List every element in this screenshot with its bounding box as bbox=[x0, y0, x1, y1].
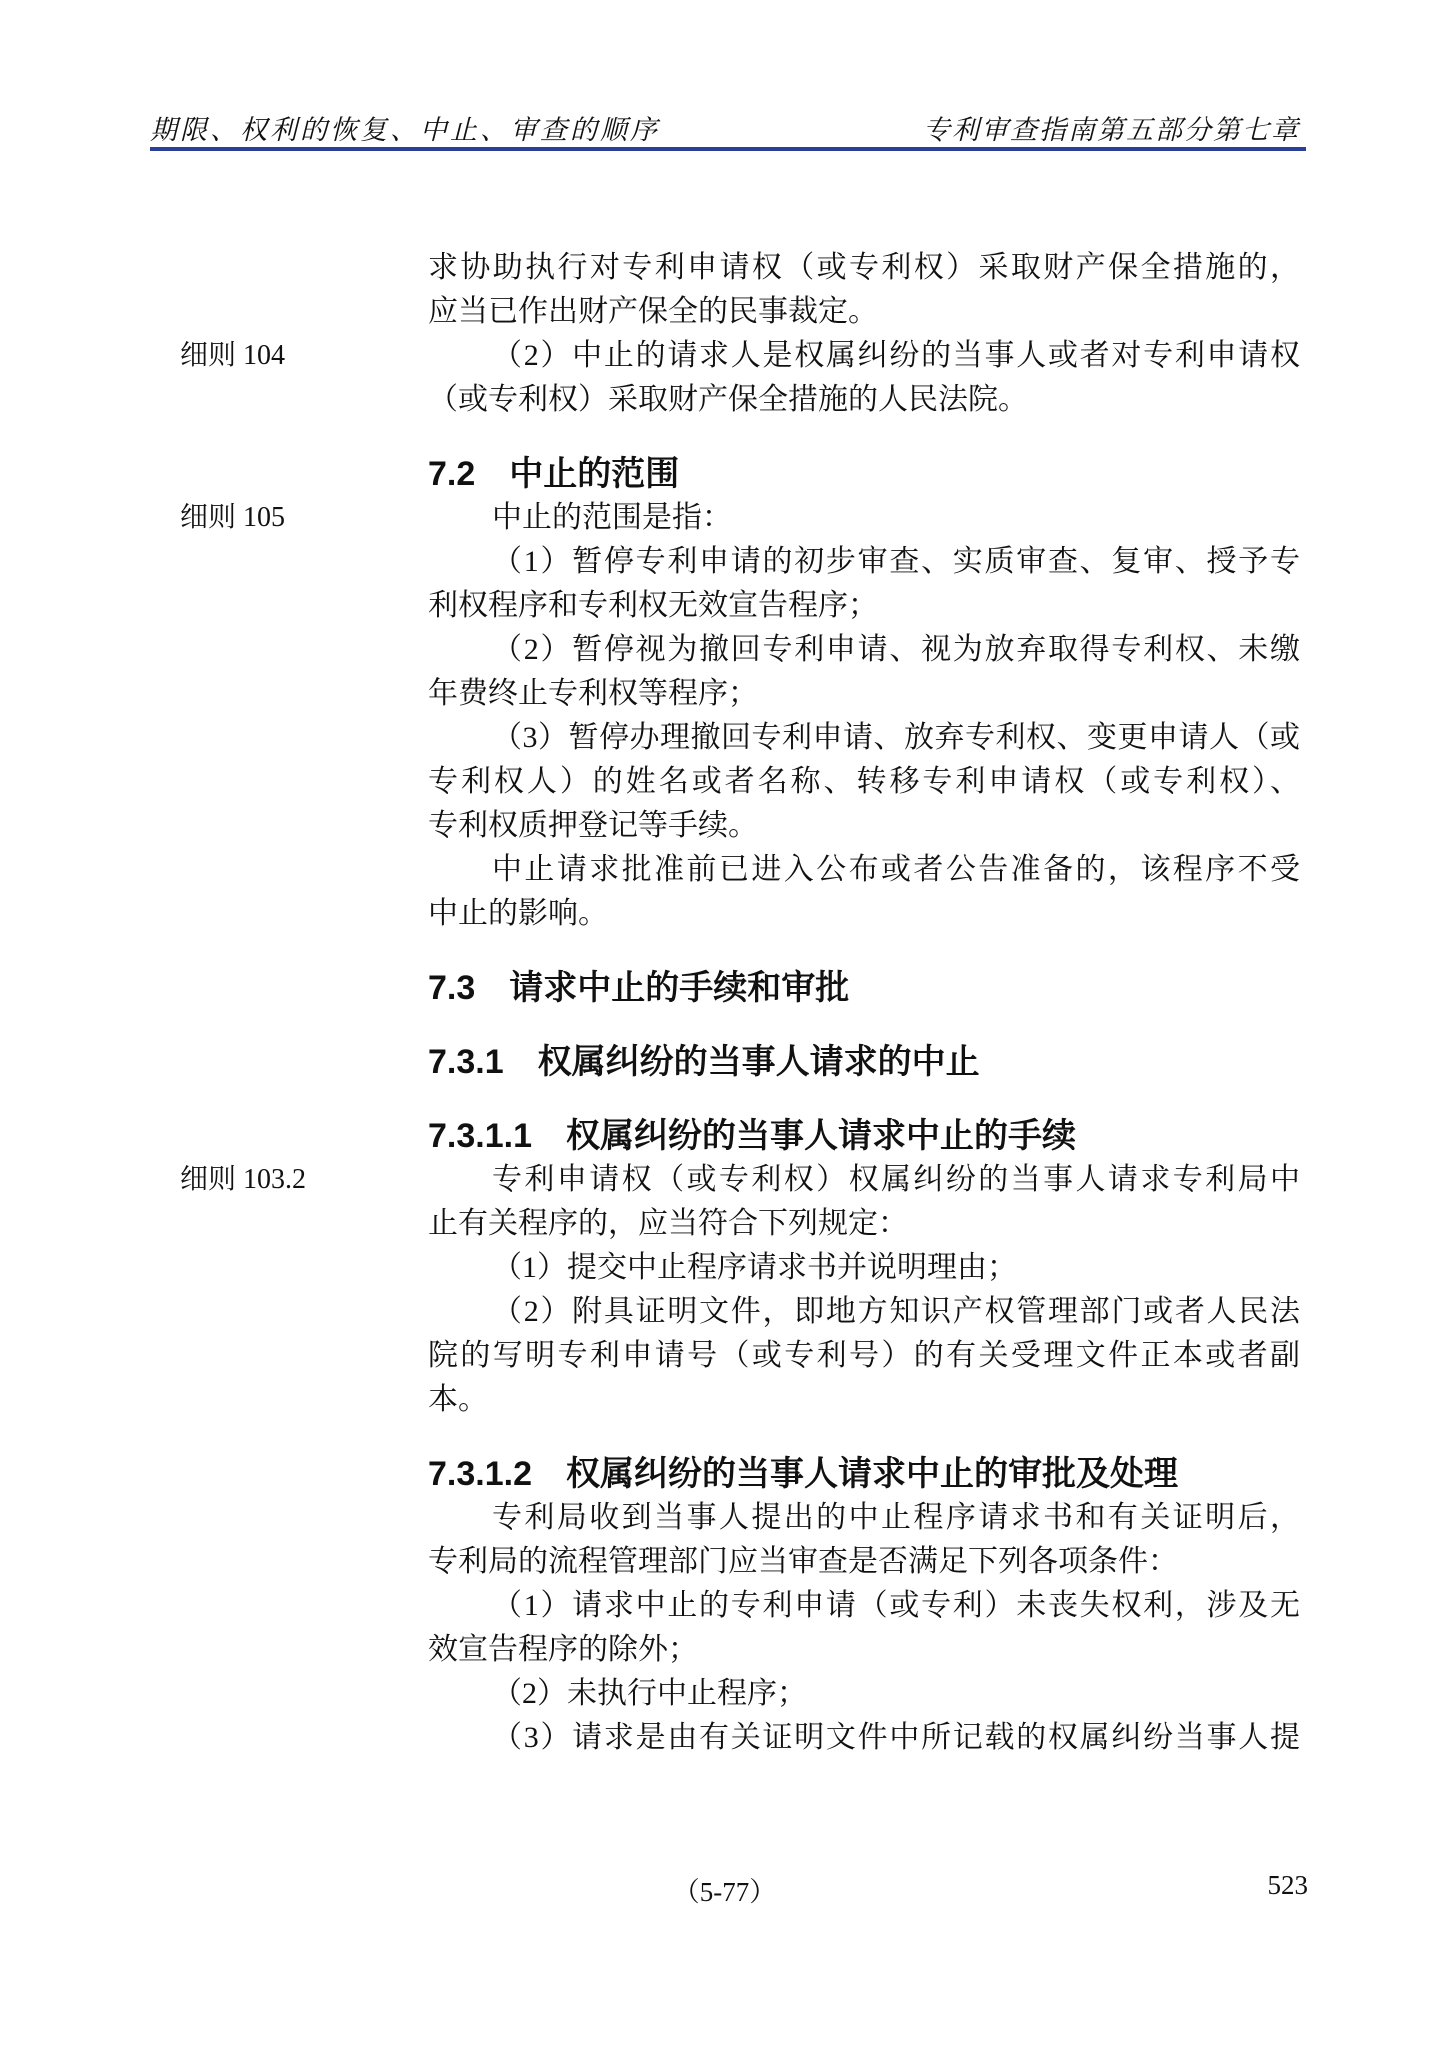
margin-note-rule-104: 细则 104 bbox=[180, 340, 286, 371]
text-line: 止有关程序的，应当符合下列规定： bbox=[428, 1207, 908, 1240]
body-column bbox=[428, 246, 1300, 1760]
text-line: （1）提交中止程序请求书并说明理由； bbox=[492, 1251, 1017, 1284]
section-heading: 7.3.1 权属纠纷的当事人请求的中止 bbox=[428, 1043, 980, 1081]
text-line: 求协助执行对专利申请权（或专利权）采取财产保全措施的， bbox=[428, 251, 1300, 284]
text-line: 专利申请权（或专利权）权属纠纷的当事人请求专利局中 bbox=[492, 1163, 1300, 1196]
text-line: （或专利权）采取财产保全措施的人民法院。 bbox=[428, 383, 1028, 416]
section-heading: 7.3 请求中止的手续和审批 bbox=[428, 969, 850, 1007]
text-line: 效宣告程序的除外； bbox=[428, 1633, 698, 1666]
header-rule bbox=[150, 147, 1306, 151]
section-heading: 7.2 中止的范围 bbox=[428, 455, 680, 493]
footer-page-number: 523 bbox=[1267, 1870, 1308, 1900]
text-line: （1）暂停专利申请的初步审查、实质审查、复审、授予专 bbox=[492, 545, 1300, 578]
text-line: 中止的影响。 bbox=[428, 897, 608, 930]
text-line: 专利局收到当事人提出的中止程序请求书和有关证明后， bbox=[492, 1501, 1300, 1534]
text-line: 中止的范围是指： bbox=[492, 501, 732, 534]
margin-note-rule-105: 细则 105 bbox=[180, 502, 286, 533]
text-line: （2）中止的请求人是权属纠纷的当事人或者对专利申请权 bbox=[492, 339, 1300, 372]
text-line: 专利权人）的姓名或者名称、转移专利申请权（或专利权）、 bbox=[428, 765, 1300, 798]
text-line: （1）请求中止的专利申请（或专利）未丧失权利，涉及无 bbox=[492, 1589, 1300, 1622]
text-line: （2）附具证明文件，即地方知识产权管理部门或者人民法 bbox=[492, 1295, 1300, 1328]
text-line: 本。 bbox=[428, 1383, 488, 1416]
running-header-right: 专利审查指南第五部分第七章 bbox=[923, 115, 1300, 145]
text-line: 利权程序和专利权无效宣告程序； bbox=[428, 589, 878, 622]
section-heading: 7.3.1.1 权属纠纷的当事人请求中止的手续 bbox=[428, 1117, 1076, 1155]
footer-folio: （5-77） bbox=[672, 1877, 777, 1907]
text-line: （3）暂停办理撤回专利申请、放弃专利权、变更申请人（或 bbox=[492, 721, 1300, 754]
text-line: 年费终止专利权等程序； bbox=[428, 677, 758, 710]
section-heading: 7.3.1.2 权属纠纷的当事人请求中止的审批及处理 bbox=[428, 1455, 1178, 1493]
text-line: （3）请求是由有关证明文件中所记载的权属纠纷当事人提 bbox=[492, 1721, 1300, 1754]
text-line: 院的写明专利申请号（或专利号）的有关受理文件正本或者副 bbox=[428, 1339, 1300, 1372]
text-line: 专利局的流程管理部门应当审查是否满足下列各项条件： bbox=[428, 1545, 1178, 1578]
margin-note-rule-103-2: 细则 103.2 bbox=[180, 1164, 307, 1195]
text-line: （2）暂停视为撤回专利申请、视为放弃取得专利权、未缴 bbox=[492, 633, 1300, 666]
text-line: 专利权质押登记等手续。 bbox=[428, 809, 758, 842]
running-header-left: 期限、权利的恢复、中止、审查的顺序 bbox=[150, 115, 660, 145]
text-line: 应当已作出财产保全的民事裁定。 bbox=[428, 295, 878, 328]
text-line: 中止请求批准前已进入公布或者公告准备的，该程序不受 bbox=[492, 853, 1300, 886]
text-line: （2）未执行中止程序； bbox=[492, 1677, 807, 1710]
